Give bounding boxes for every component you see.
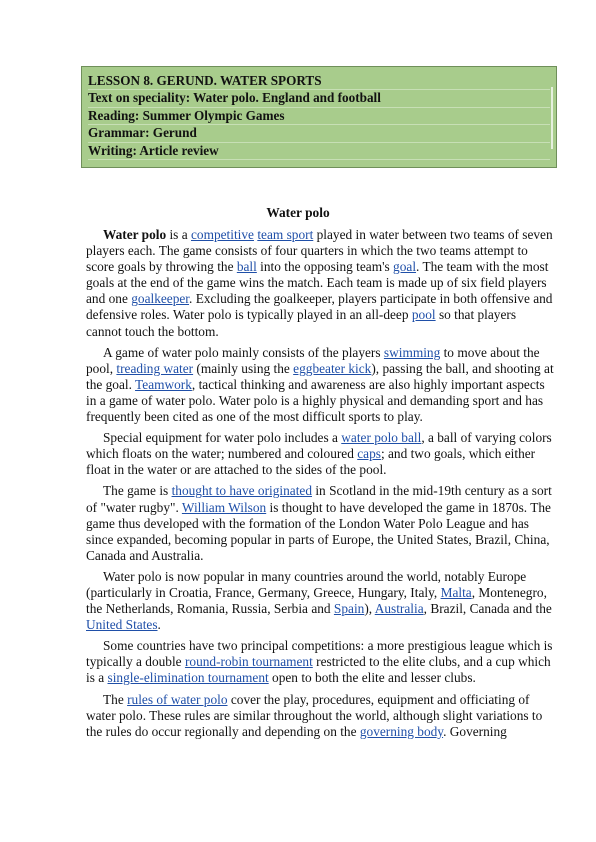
article-body — [86, 227, 554, 745]
inline-link[interactable]: eggbeater kick — [293, 360, 372, 376]
text-run: ), — [364, 601, 375, 617]
lesson-header-box — [81, 66, 557, 168]
inline-link[interactable]: Teamwork — [135, 376, 192, 392]
inline-link[interactable]: goal — [393, 259, 417, 275]
inline-link[interactable]: governing body — [359, 723, 444, 739]
paragraph — [86, 227, 554, 340]
text-run: restricted to the elite clubs, and a cup which is a — [86, 654, 551, 686]
lesson-grammar-line: Grammar: Gerund — [88, 125, 550, 142]
text-run: is thought to have developed the game in 1870s. The game thus developed with the formation of the London Water Polo League and has since expanded, becoming popular in parts of Europe, the United States, Brazil, China, Canada and Australia. — [86, 499, 551, 563]
paragraph — [86, 430, 554, 478]
inline-link[interactable]: treading water — [116, 360, 194, 376]
lesson-speciality-line: Text on speciality: Water polo. England and football — [88, 90, 550, 107]
text-run: , a ball of varying colors which floats on the water; numbered and coloured — [86, 430, 552, 462]
inline-link[interactable]: ball — [236, 259, 257, 275]
inline-link[interactable]: Australia — [374, 601, 424, 617]
inline-link[interactable]: caps — [357, 446, 381, 462]
inline-link[interactable]: team sport — [257, 227, 314, 242]
paragraph — [86, 483, 554, 563]
text-run: into the opposing team's — [256, 259, 394, 275]
text-run: to move about the pool, — [86, 344, 540, 376]
text-run: in Scotland in the mid-19th century as a sort of "water rugby". — [86, 483, 552, 515]
text-run: open to both the elite and lesser clubs. — [268, 670, 476, 686]
inline-link[interactable]: single-elimination tournament — [107, 670, 269, 686]
text-run: (mainly using the — [193, 360, 294, 376]
paragraph — [86, 692, 554, 740]
text-run: played in water between two teams of seven players each. The game consists of four quarters in which the two teams attempt to score goals by throwing the — [86, 227, 553, 275]
inline-link[interactable]: pool — [411, 307, 436, 323]
inline-link[interactable]: Spain — [333, 601, 365, 617]
inline-link[interactable]: rules of water polo — [127, 691, 228, 707]
text-run: Some countries have two principal competitions: a more prestigious league which is typically a double — [86, 638, 553, 670]
paragraph — [86, 569, 554, 633]
lesson-writing-line: Writing: Article review — [88, 143, 550, 160]
text-run: , tactical thinking and awareness are also highly important aspects in a game of water polo. Water polo is a highly physical and demanding sport and has frequently been cited as one of the most difficult sports to play. — [86, 376, 545, 425]
lesson-reading-line: Reading: Summer Olympic Games — [88, 108, 550, 125]
text-run: . The team with the most goals at the end of the game wins the match. Each team is made up of six field players and one — [86, 259, 549, 307]
inline-link[interactable]: William Wilson — [181, 499, 267, 515]
text-run: so that players cannot touch the bottom. — [86, 307, 517, 339]
text-run: , Brazil, Canada and the — [423, 601, 552, 617]
paragraph — [86, 345, 554, 425]
inline-link[interactable]: round-robin tournament — [184, 654, 313, 670]
text-run: A game of water polo mainly consists of the players — [103, 344, 384, 360]
inline-link[interactable]: Malta — [440, 584, 472, 600]
text-run: The game is — [103, 483, 172, 499]
inline-link[interactable]: goalkeeper — [131, 291, 190, 307]
text-run: . — [157, 617, 161, 633]
inline-link[interactable]: United States — [86, 617, 158, 633]
box-divider — [551, 87, 553, 149]
text-run: Special equipment for water polo includes a — [103, 430, 342, 446]
text-run: cover the play, procedures, equipment and officiating of water polo. These rules are similar throughout the world, although slight variations to the rules do occur regionally and depending on the — [86, 691, 543, 739]
paragraph — [86, 638, 554, 686]
text-run: . Governing — [443, 723, 507, 739]
text-run: is a — [166, 227, 191, 242]
lesson-title: LESSON 8. GERUND. WATER SPORTS — [88, 73, 550, 90]
text-run: ), passing the ball, and shooting at the goal. — [86, 360, 554, 392]
bold-term: Water polo — [103, 227, 167, 242]
inline-link[interactable]: thought to have originated — [171, 483, 313, 499]
inline-link[interactable]: swimming — [383, 344, 441, 360]
text-run: Water polo is now popular in many countries around the world, notably Europe (particularly in Croatia, France, Germany, Greece, Hungary, Italy, — [86, 568, 527, 600]
text-run: The — [103, 691, 128, 707]
inline-link[interactable]: competitive — [190, 227, 254, 242]
text-run: ; and two goals, which either float in the water or are attached to the sides of the pool. — [86, 446, 536, 478]
text-run: . Excluding the goalkeeper, players participate in both offensive and defensive roles. Water polo is typically played in an all-deep — [86, 291, 553, 323]
inline-link[interactable]: water polo ball — [341, 430, 422, 446]
text-run: , Montenegro, the Netherlands, Romania, Russia, Serbia and — [86, 584, 547, 617]
article-title: Water polo — [266, 205, 330, 220]
